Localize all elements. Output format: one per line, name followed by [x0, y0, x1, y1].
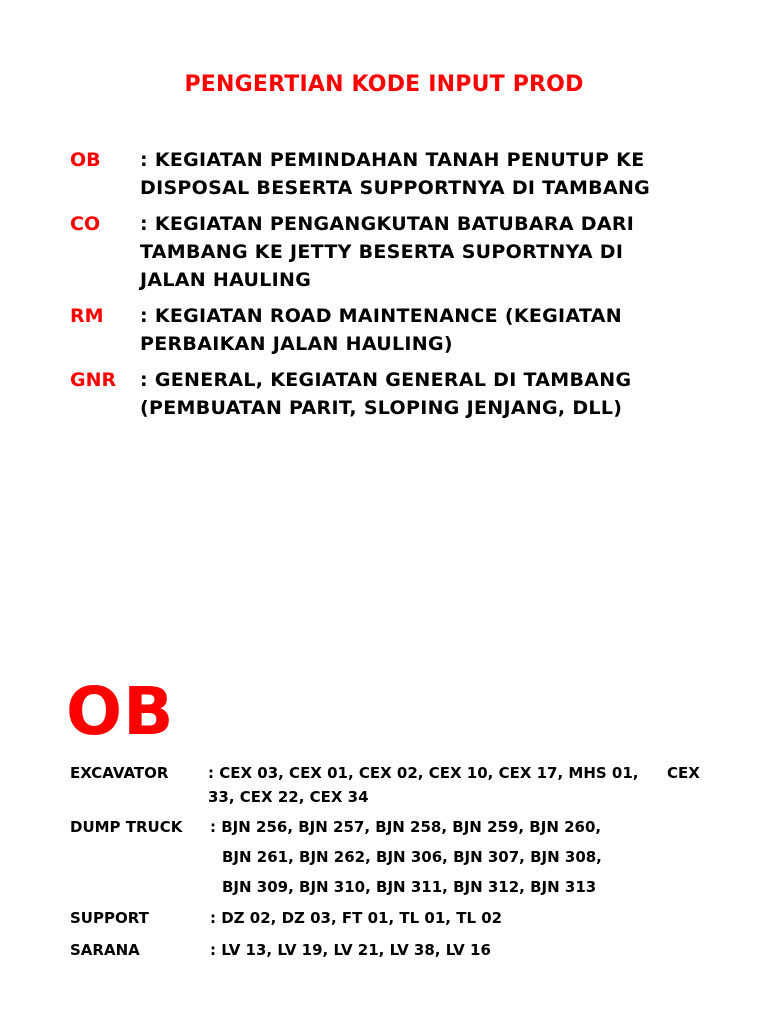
- definition-text: [140, 210, 710, 294]
- definition-code: GNR: [70, 369, 117, 391]
- equipment-values: : CEX 03, CEX 01, CEX 02, CEX 10, CEX 17, MHS 01,: [208, 764, 639, 782]
- code-definitions: [70, 146, 710, 430]
- definition-line: PERBAIKAN JALAN HAULING): [140, 333, 453, 355]
- definition-line: : KEGIATAN PEMINDAHAN TANAH PENUTUP KE: [140, 149, 645, 171]
- definition-ob: [70, 146, 710, 202]
- equipment-values: 33, CEX 22, CEX 34: [208, 788, 369, 806]
- definition-code: RM: [70, 305, 104, 327]
- equipment-label: DUMP TRUCK: [70, 818, 183, 836]
- equipment-values: : DZ 02, DZ 03, FT 01, TL 01, TL 02: [210, 909, 503, 927]
- equipment-label: SUPPORT: [70, 909, 149, 927]
- equipment-values: CEX: [667, 764, 700, 782]
- definition-line: : KEGIATAN ROAD MAINTENANCE (KEGIATAN: [140, 305, 622, 327]
- page-title: PENGERTIAN KODE INPUT PROD: [184, 72, 584, 97]
- definition-line: TAMBANG KE JETTY BESERTA SUPORTNYA DI: [140, 241, 624, 263]
- definition-text: [140, 146, 710, 202]
- definition-line: DISPOSAL BESERTA SUPPORTNYA DI TAMBANG: [140, 177, 651, 199]
- definition-text: [140, 366, 710, 422]
- definition-rm: [70, 302, 710, 358]
- definition-code: CO: [70, 213, 101, 235]
- equipment-label: EXCAVATOR: [70, 764, 169, 782]
- definition-line: (PEMBUATAN PARIT, SLOPING JENJANG, DLL): [140, 397, 623, 419]
- equipment-values: : LV 13, LV 19, LV 21, LV 38, LV 16: [210, 941, 491, 959]
- equipment-values: BJN 309, BJN 310, BJN 311, BJN 312, BJN 313: [222, 878, 597, 896]
- definition-code: OB: [70, 149, 101, 171]
- section-heading: OB: [66, 673, 175, 750]
- definition-text: [140, 302, 710, 358]
- definition-gnr: [70, 366, 710, 422]
- equipment-label: SARANA: [70, 941, 140, 959]
- equipment-values: : BJN 256, BJN 257, BJN 258, BJN 259, BJN 260,: [210, 818, 602, 836]
- definition-line: : GENERAL, KEGIATAN GENERAL DI TAMBANG: [140, 369, 632, 391]
- definition-line: JALAN HAULING: [140, 269, 312, 291]
- definition-line: : KEGIATAN PENGANGKUTAN BATUBARA DARI: [140, 213, 635, 235]
- equipment-values: BJN 261, BJN 262, BJN 306, BJN 307, BJN 308,: [222, 848, 602, 866]
- definition-co: [70, 210, 710, 294]
